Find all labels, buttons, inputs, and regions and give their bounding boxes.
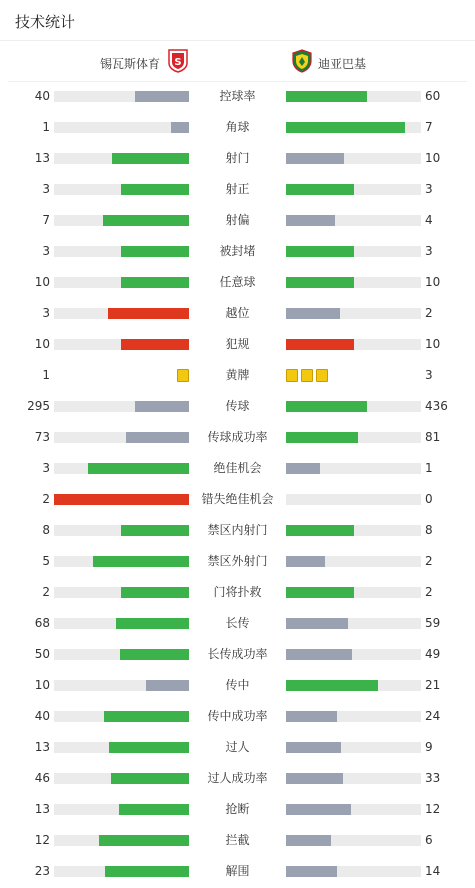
yellow-card-icon xyxy=(301,369,313,382)
home-stat-value: 68 xyxy=(34,616,50,630)
stat-label: 控球率 xyxy=(219,89,256,103)
stat-label: 传球 xyxy=(225,399,250,413)
away-team[interactable] xyxy=(292,49,366,77)
home-bar-fill xyxy=(135,91,189,102)
stat-row xyxy=(0,639,475,670)
home-team-logo-icon xyxy=(168,49,188,77)
home-stat-value: 73 xyxy=(34,430,50,444)
home-bar-fill xyxy=(109,742,189,753)
home-stat-value: 10 xyxy=(34,337,50,351)
home-stat-value: 3 xyxy=(42,244,50,258)
stat-label: 拦截 xyxy=(225,833,250,847)
away-bar-fill xyxy=(286,184,354,195)
home-stat-value: 295 xyxy=(27,399,50,413)
stat-label: 越位 xyxy=(225,306,250,320)
home-bar-fill xyxy=(54,494,189,505)
away-stat-value: 3 xyxy=(425,368,433,382)
away-bar-track xyxy=(286,494,421,505)
stat-label: 传中成功率 xyxy=(207,709,268,723)
away-bar-track xyxy=(286,866,421,877)
home-stat-value: 10 xyxy=(34,275,50,289)
home-stat-value: 5 xyxy=(42,554,50,568)
home-bar-track xyxy=(54,525,189,536)
home-bar-track xyxy=(54,339,189,350)
stat-label: 任意球 xyxy=(219,275,256,289)
away-bar-track xyxy=(286,308,421,319)
away-stat-value: 60 xyxy=(425,89,441,103)
home-team[interactable] xyxy=(100,49,188,77)
home-stat-value: 1 xyxy=(42,368,50,382)
away-bar-fill xyxy=(286,804,351,815)
away-bar-track xyxy=(286,773,421,784)
away-yellow-cards xyxy=(286,369,328,382)
stats-list xyxy=(0,81,475,887)
home-bar-track xyxy=(54,711,189,722)
home-bar-track xyxy=(54,866,189,877)
away-stat-value: 10 xyxy=(425,337,441,351)
home-bar-fill xyxy=(121,339,189,350)
away-bar-fill xyxy=(286,215,335,226)
home-bar-fill xyxy=(126,432,189,443)
stat-label: 门将扑救 xyxy=(213,585,262,599)
away-bar-track xyxy=(286,742,421,753)
stat-label: 犯规 xyxy=(225,337,250,351)
away-stat-value: 0 xyxy=(425,492,433,506)
stat-row xyxy=(0,825,475,856)
away-stat-value: 436 xyxy=(425,399,448,413)
home-stat-value: 8 xyxy=(42,523,50,537)
stat-row xyxy=(0,670,475,701)
home-bar-track xyxy=(54,649,189,660)
home-stat-value: 10 xyxy=(34,678,50,692)
away-bar-track xyxy=(286,432,421,443)
away-stat-value: 8 xyxy=(425,523,433,537)
away-bar-fill xyxy=(286,246,354,257)
stat-row xyxy=(0,205,475,236)
stat-row xyxy=(0,267,475,298)
home-bar-track xyxy=(54,556,189,567)
away-bar-fill xyxy=(286,122,405,133)
away-bar-fill xyxy=(286,711,337,722)
home-bar-fill xyxy=(121,525,189,536)
yellow-card-icon xyxy=(177,369,189,382)
home-bar-track xyxy=(54,184,189,195)
away-bar-fill xyxy=(286,153,344,164)
home-bar-track xyxy=(54,618,189,629)
away-bar-track xyxy=(286,835,421,846)
stat-row xyxy=(0,732,475,763)
away-bar-fill xyxy=(286,401,367,412)
home-stat-value: 40 xyxy=(34,709,50,723)
yellow-card-icon xyxy=(286,369,298,382)
stat-row xyxy=(0,236,475,267)
home-bar-fill xyxy=(121,184,189,195)
home-bar-fill xyxy=(104,711,189,722)
away-stat-value: 3 xyxy=(425,244,433,258)
yellow-card-icon xyxy=(316,369,328,382)
home-bar-track xyxy=(54,401,189,412)
stat-label: 长传成功率 xyxy=(207,647,268,661)
away-bar-track xyxy=(286,184,421,195)
stat-row xyxy=(0,484,475,515)
stat-label: 传中 xyxy=(225,678,250,692)
home-bar-fill xyxy=(120,649,189,660)
stat-label: 抢断 xyxy=(225,802,250,816)
stat-row xyxy=(0,422,475,453)
away-bar-track xyxy=(286,246,421,257)
home-stat-value: 7 xyxy=(42,213,50,227)
stat-row xyxy=(0,794,475,825)
away-bar-track xyxy=(286,153,421,164)
stat-row xyxy=(0,174,475,205)
away-bar-track xyxy=(286,277,421,288)
home-bar-fill xyxy=(112,153,189,164)
away-stat-value: 49 xyxy=(425,647,441,661)
away-bar-track xyxy=(286,91,421,102)
away-bar-track xyxy=(286,122,421,133)
stat-row xyxy=(0,391,475,422)
home-bar-track xyxy=(54,804,189,815)
stat-label: 过人成功率 xyxy=(207,771,268,785)
stat-label: 角球 xyxy=(225,120,250,134)
away-team-logo-icon xyxy=(292,49,312,77)
home-bar-fill xyxy=(121,587,189,598)
away-bar-track xyxy=(286,649,421,660)
home-bar-track xyxy=(54,122,189,133)
home-stat-value: 40 xyxy=(34,89,50,103)
away-stat-value: 7 xyxy=(425,120,433,134)
away-stat-value: 2 xyxy=(425,585,433,599)
away-bar-track xyxy=(286,618,421,629)
away-bar-fill xyxy=(286,835,331,846)
stat-row xyxy=(0,360,475,391)
away-team-name: 迪亚巴基 xyxy=(318,56,367,71)
away-stat-value: 81 xyxy=(425,430,441,444)
home-bar-fill xyxy=(116,618,189,629)
away-bar-fill xyxy=(286,463,320,474)
away-stat-value: 3 xyxy=(425,182,433,196)
home-bar-fill xyxy=(103,215,189,226)
teams-header xyxy=(0,41,475,81)
stat-label: 绝佳机会 xyxy=(213,461,262,475)
stat-label: 射门 xyxy=(225,151,250,165)
home-bar-track xyxy=(54,277,189,288)
away-stat-value: 33 xyxy=(425,771,441,785)
home-stat-value: 3 xyxy=(42,306,50,320)
stat-label: 长传 xyxy=(225,616,250,630)
away-bar-fill xyxy=(286,308,340,319)
away-stat-value: 24 xyxy=(425,709,441,723)
away-stat-value: 10 xyxy=(425,151,441,165)
away-bar-fill xyxy=(286,773,343,784)
stat-row xyxy=(0,577,475,608)
stat-label: 禁区外射门 xyxy=(207,554,268,568)
home-bar-fill xyxy=(105,866,189,877)
home-bar-track xyxy=(54,91,189,102)
home-stat-value: 12 xyxy=(34,833,50,847)
away-stat-value: 2 xyxy=(425,554,433,568)
away-stat-value: 59 xyxy=(425,616,441,630)
home-bar-fill xyxy=(119,804,189,815)
home-bar-track xyxy=(54,680,189,691)
home-bar-fill xyxy=(93,556,189,567)
stat-row xyxy=(0,329,475,360)
home-stat-value: 3 xyxy=(42,182,50,196)
away-stat-value: 21 xyxy=(425,678,441,692)
away-bar-track xyxy=(286,711,421,722)
away-bar-fill xyxy=(286,587,354,598)
home-bar-track xyxy=(54,432,189,443)
home-bar-fill xyxy=(121,246,189,257)
home-bar-fill xyxy=(108,308,189,319)
away-bar-track xyxy=(286,525,421,536)
home-stat-value: 13 xyxy=(34,740,50,754)
away-bar-track xyxy=(286,401,421,412)
away-bar-fill xyxy=(286,525,354,536)
stat-row xyxy=(0,112,475,143)
stat-row xyxy=(0,608,475,639)
home-bar-fill xyxy=(111,773,189,784)
home-yellow-cards xyxy=(177,369,189,382)
home-stat-value: 3 xyxy=(42,461,50,475)
svg-text:S: S xyxy=(174,57,182,68)
home-stat-value: 23 xyxy=(34,864,50,878)
home-bar-track xyxy=(54,742,189,753)
home-bar-track xyxy=(54,587,189,598)
away-bar-fill xyxy=(286,742,341,753)
home-stat-value: 2 xyxy=(42,585,50,599)
home-bar-fill xyxy=(135,401,189,412)
away-bar-track xyxy=(286,556,421,567)
away-stat-value: 2 xyxy=(425,306,433,320)
stat-row xyxy=(0,515,475,546)
stat-label: 过人 xyxy=(225,740,250,754)
away-stat-value: 1 xyxy=(425,461,433,475)
away-stat-value: 9 xyxy=(425,740,433,754)
home-bar-track xyxy=(54,246,189,257)
home-stat-value: 13 xyxy=(34,802,50,816)
home-bar-track xyxy=(54,308,189,319)
home-stat-value: 1 xyxy=(42,120,50,134)
away-stat-value: 14 xyxy=(425,864,441,878)
away-bar-fill xyxy=(286,339,354,350)
home-bar-track xyxy=(54,153,189,164)
home-bar-fill xyxy=(121,277,189,288)
away-bar-fill xyxy=(286,866,337,877)
home-bar-fill xyxy=(171,122,189,133)
stat-label: 解围 xyxy=(225,864,250,878)
away-bar-fill xyxy=(286,277,354,288)
away-stat-value: 6 xyxy=(425,833,433,847)
home-stat-value: 13 xyxy=(34,151,50,165)
home-bar-track xyxy=(54,463,189,474)
away-stat-value: 12 xyxy=(425,802,441,816)
stat-label: 错失绝佳机会 xyxy=(201,492,274,506)
stat-row xyxy=(0,701,475,732)
page-title: 技术统计 xyxy=(15,13,76,31)
stat-label: 射正 xyxy=(225,182,250,196)
stat-row xyxy=(0,856,475,887)
stat-label: 传球成功率 xyxy=(207,430,268,444)
stat-row xyxy=(0,143,475,174)
stat-row xyxy=(0,298,475,329)
away-bar-fill xyxy=(286,91,367,102)
away-bar-track xyxy=(286,587,421,598)
home-stat-value: 46 xyxy=(34,771,50,785)
stat-row xyxy=(0,546,475,577)
away-bar-fill xyxy=(286,432,358,443)
away-stat-value: 10 xyxy=(425,275,441,289)
stat-label: 射偏 xyxy=(225,213,250,227)
away-bar-track xyxy=(286,804,421,815)
away-bar-fill xyxy=(286,680,378,691)
away-bar-fill xyxy=(286,618,348,629)
home-bar-fill xyxy=(146,680,189,691)
stat-label: 被封堵 xyxy=(219,244,256,258)
home-bar-track xyxy=(54,773,189,784)
away-bar-fill xyxy=(286,649,352,660)
home-bar-fill xyxy=(88,463,189,474)
stat-row xyxy=(0,453,475,484)
away-bar-track xyxy=(286,339,421,350)
away-stat-value: 4 xyxy=(425,213,433,227)
stat-label: 黄牌 xyxy=(225,368,250,382)
stat-row xyxy=(0,81,475,112)
away-bar-track xyxy=(286,463,421,474)
stat-row xyxy=(0,763,475,794)
stat-label: 禁区内射门 xyxy=(207,523,268,537)
home-bar-track xyxy=(54,835,189,846)
away-bar-fill xyxy=(286,556,325,567)
home-bar-track xyxy=(54,215,189,226)
home-stat-value: 2 xyxy=(42,492,50,506)
home-bar-fill xyxy=(99,835,189,846)
home-stat-value: 50 xyxy=(34,647,50,661)
away-bar-track xyxy=(286,680,421,691)
home-bar-track xyxy=(54,494,189,505)
home-team-name: 锡瓦斯体育 xyxy=(99,56,160,71)
away-bar-track xyxy=(286,215,421,226)
